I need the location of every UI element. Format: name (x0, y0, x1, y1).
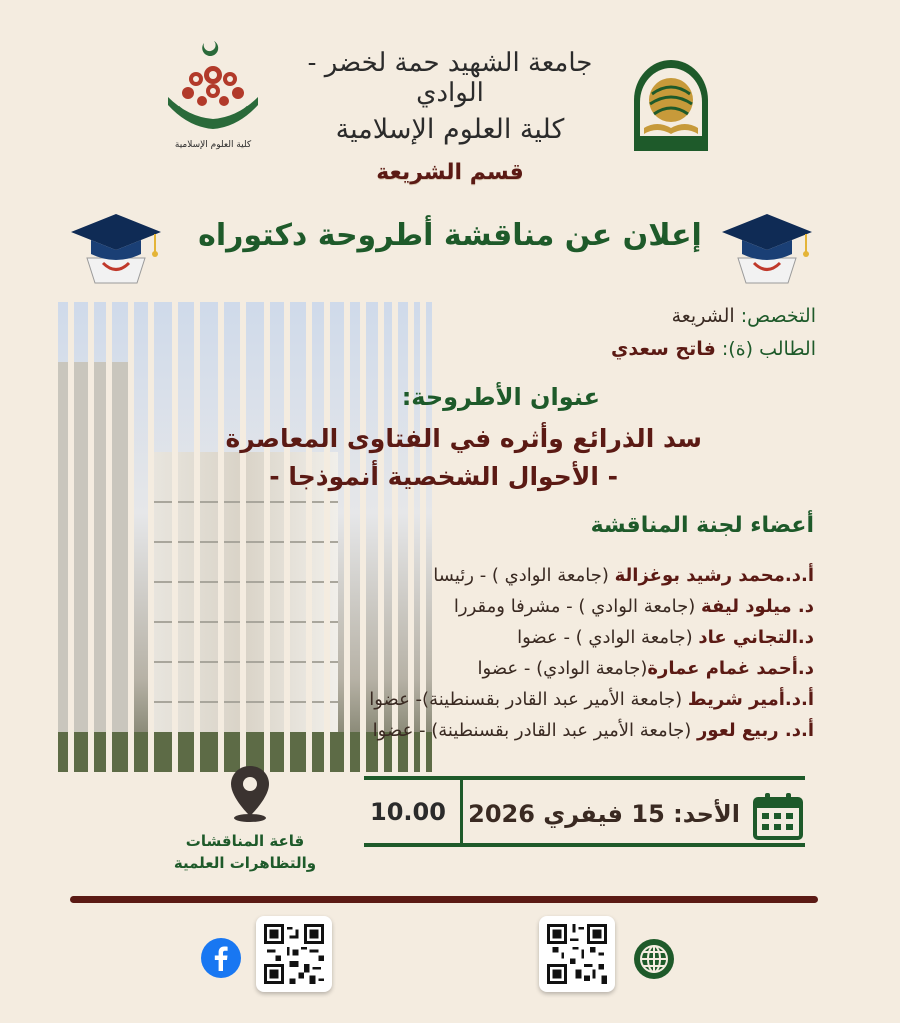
event-date: الأحد: 15 فيفري 2026 (468, 800, 740, 828)
venue-line2: والتظاهرات العلمية (173, 854, 317, 872)
globe-icon[interactable] (632, 937, 676, 981)
thesis-label: عنوان الأطروحة: (401, 383, 600, 411)
header-calligraphy (300, 48, 600, 145)
committee-list (194, 560, 814, 746)
date-bar-top (364, 776, 805, 780)
faculty-name: كلية العلوم الإسلامية (335, 114, 565, 145)
calendar-icon (752, 792, 804, 840)
list-item: أ.د.محمد رشيد بوغزالة (جامعة الوادي ) - رئيسا (433, 565, 814, 586)
event-time: 10.00 (370, 798, 446, 826)
specialty-value: الشريعة (671, 305, 735, 327)
list-item: د.التجاني عاد (جامعة الوادي ) - عضوا (517, 627, 814, 648)
announcement-title: إعلان عن مناقشة أطروحة دكتوراه (198, 218, 702, 253)
committee-title: أعضاء لجنة المناقشة (590, 513, 814, 538)
facebook-qr-code[interactable] (256, 916, 332, 992)
location-pin-icon (225, 762, 275, 824)
department-title: قسم الشريعة (376, 160, 524, 185)
website-qr-code[interactable] (539, 916, 615, 992)
facebook-icon[interactable] (200, 937, 242, 979)
university-logo (622, 50, 720, 155)
specialty-row (672, 305, 816, 327)
list-item: أ.د.أمير شريط (جامعة الأمير عبد القادر بقسنطينة)- عضوا (369, 689, 814, 710)
student-row (611, 338, 816, 360)
specialty-label: التخصص: (740, 305, 816, 327)
list-item: أ.د. ربيع لعور (جامعة الأمير عبد القادر بقسنطينة) - عضوا (372, 720, 814, 741)
student-name: فاتح سعدي (611, 338, 716, 360)
faculty-logo-caption: كلية العلوم الإسلامية (174, 140, 252, 150)
section-divider (70, 896, 818, 903)
date-bar-bottom (364, 843, 805, 847)
thesis-title-line1: سد الذرائع وأثره في الفتاوى المعاصرة (225, 424, 702, 453)
venue-line1: قاعة المناقشات (185, 832, 305, 850)
faculty-logo (158, 35, 268, 155)
date-bar-divider (460, 780, 463, 843)
university-name: جامعة الشهيد حمة لخضر - الوادي (307, 48, 593, 108)
list-item: د.أحمد غمام عمارة(جامعة الوادي) - عضوا (477, 658, 814, 679)
student-label: الطالب (ة): (721, 338, 816, 360)
list-item: د. ميلود ليفة (جامعة الوادي ) - مشرفا ومقررا (453, 596, 814, 617)
thesis-title-line2: - الأحوال الشخصية أنموذجا - (269, 462, 618, 491)
venue (140, 830, 350, 874)
